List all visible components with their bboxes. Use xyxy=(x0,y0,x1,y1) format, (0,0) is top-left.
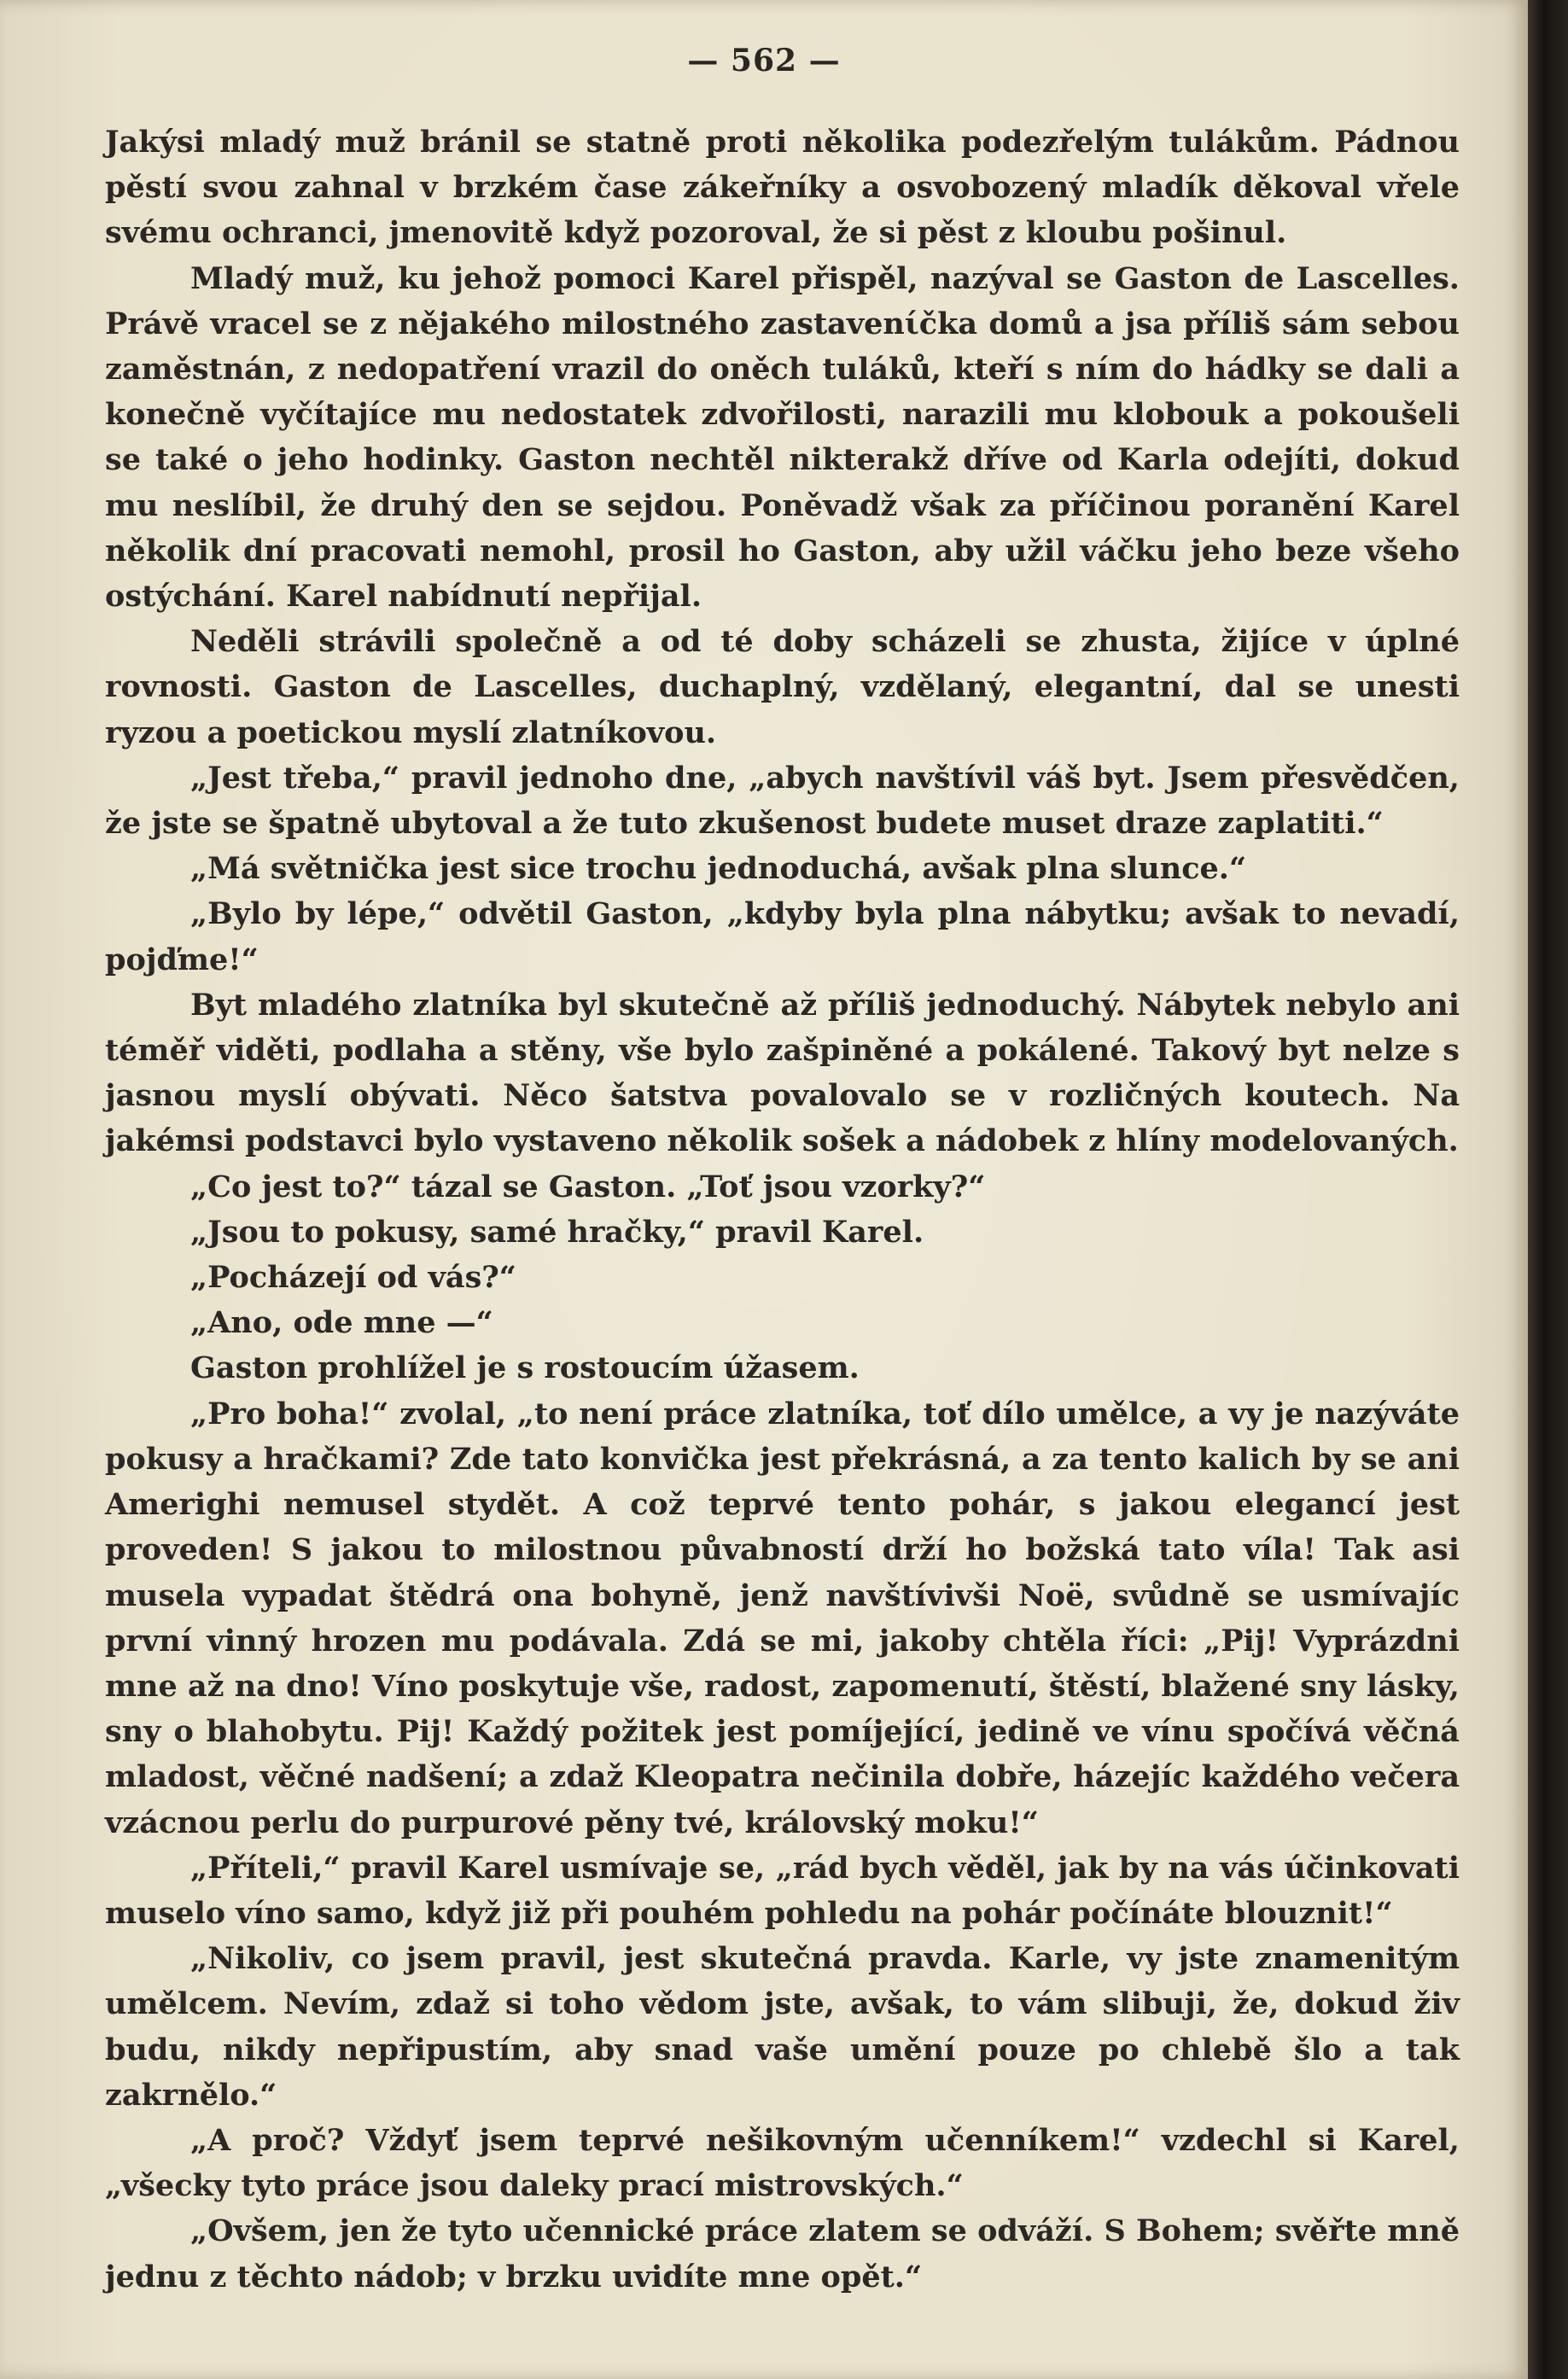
paragraph: „Pocházejí od vás?“ xyxy=(190,1260,516,1296)
paragraph: „Jest třeba,“ pravil jednoho dne, „abych navštívil váš byt. Jsem přesvědčen, že jste se špatně ubytoval a že tuto zkušenost budete muset draze zaplatiti.“ xyxy=(105,760,1460,842)
paragraph: „Příteli,“ pravil Karel usmívaje se, „rád bych věděl, jak by na vás účinkovati muselo víno samo, když již při pouhém pohledu na pohár počínáte blouznit!“ xyxy=(105,1850,1460,1931)
page-number: — 562 — xyxy=(687,43,841,79)
paragraph: Gaston prohlížel je s rostoucím úžasem. xyxy=(190,1350,860,1386)
body-text xyxy=(105,120,1460,2300)
paragraph: „Pro boha!“ zvolal, „to není práce zlatníka, toť dílo umělce, a vy je nazýváte pokusy a hračkami? Zde tato konvička jest překrásná, a za tento kalich by se ani Amerighi nemusel stydět. A což teprvé tento pohár, s jakou elegancí jest proveden! S jakou to milostnou půvabností drží ho božská tato víla! Tak asi musela vypadat štědrá ona bohyně, jenž navštívivši Noë, svůdně se usmívajíc první vinný hrozen mu podávala. Zdá se mi, jakoby chtěla říci: „Pij! Vyprázdni mne až na dno! Víno poskytuje vše, radost, zapomenutí, štěstí, blažené sny lásky, sny o blahobytu. Pij! Každý požitek jest pomíjející, jedině ve vínu spočívá věčná mladost, věčné nadšení; a zdaž Kleopatra nečinila dobře, házejíc každého večera vzácnou perlu do purpurové pěny tvé, královský moku!“ xyxy=(105,1396,1460,1840)
paragraph: Mladý muž, ku jehož pomoci Karel přispěl, nazýval se Gaston de Lascelles. Právě vracel se z nějakého milostného zastavenίčka domů a jsa příliš sám sebou zaměstnán, z nedopatření vrazil do oněch tuláků, kteří s ním do hádky se dali a konečně vyčítajíce mu nedostatek zdvořilosti, narazili mu klobouk a pokoušeli se také o jeho hodinky. Gaston nechtěl nikterakž dříve od Karla odejíti, dokud mu neslíbil, že druhý den se sejdou. Poněvadž však za příčinou poranění Karel několik dní pracovati nemohl, prosil ho Gaston, aby užil váčku jeho beze všeho ostýchání. Karel nabídnutí nepřijal. xyxy=(105,260,1460,615)
paragraph: „Ovšem, jen že tyto učennické práce zlatem se odváží. S Bohem; svěřte mně jednu z těchto nádob; v brzku uvidíte mne opět.“ xyxy=(105,2213,1460,2294)
paragraph: „Nikoliv, co jsem pravil, jest skutečná pravda. Karle, vy jste znamenitým umělcem. Nevím, zdaž si toho vědom jste, avšak, to vám slibuji, že, dokud živ budu, nikdy nepřipustím, aby snad vaše umění pouze po chlebě šlo a tak zakrnělo.“ xyxy=(105,1941,1460,2113)
paragraph: Byt mladého zlatníka byl skutečně až příliš jednoduchý. Nábytek nebylo ani téměř viděti, podlaha a stěny, vše bylo zašpiněné a pokálené. Takový byt nelze s jasnou myslí obývati. Něco šatstva povalovalo se v rozličných koutech. Na jakémsi podstavci bylo vystaveno několik sošek a nádobek z hlíny modelovaných. xyxy=(105,987,1460,1159)
paragraph: „Má světnička jest sice trochu jednoduchá, avšak plna slunce.“ xyxy=(190,851,1247,887)
book-edge xyxy=(1528,0,1568,2379)
paragraph: „Co jest to?“ tázal se Gaston. „Toť jsou vzorky?“ xyxy=(190,1169,986,1204)
paragraph: „A proč? Vždyť jsem teprvé nešikovným učenníkem!“ vzdechl si Karel, „všecky tyto práce jsou daleky prací mistrovských.“ xyxy=(105,2122,1460,2204)
paragraph: „Bylo by lépe,“ odvětil Gaston, „kdyby byla plna nábytku; avšak to nevadí, pojďme!“ xyxy=(105,896,1460,977)
paragraph: „Jsou to pokusy, samé hračky,“ pravil Karel. xyxy=(190,1214,924,1250)
paragraph: Jakýsi mladý muž bránil se statně proti několika podezřelým tulákům. Pádnou pěstí svou zahnal v brzkém čase zákeřníky a osvobozený mladík děkoval vřele svému ochranci, jmenovitě když pozoroval, že si pěst z kloubu pošinul. xyxy=(105,125,1460,251)
paragraph: Neděli strávili společně a od té doby scházeli se zhusta, žijíce v úplné rovnosti. Gaston de Lascelles, duchaplný, vzdělaný, elegantní, dal se unesti ryzou a poetickou myslí zlatníkovou. xyxy=(105,624,1460,750)
paragraph: „Ano, ode mne —“ xyxy=(190,1305,493,1341)
